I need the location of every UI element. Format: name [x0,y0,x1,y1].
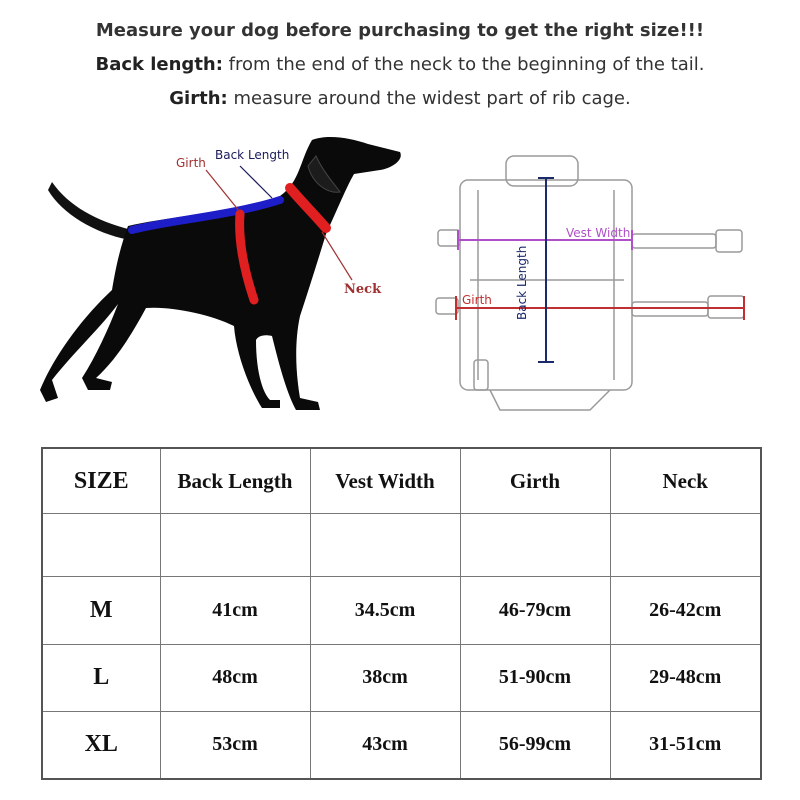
girth-definition: measure around the widest part of rib cage. [227,88,631,109]
measurement-illustration [0,130,800,430]
size-cell: XL [42,711,160,779]
table-row-empty [42,514,761,577]
dog-neck-label: Neck [344,282,382,297]
back-length-leader [240,166,272,198]
dog-girth-label: Girth [176,156,206,170]
header-size: SIZE [42,448,160,514]
girth-cell: 56-99cm [460,711,610,779]
dog-back-length-label: Back Length [215,148,290,162]
size-cell: L [42,644,160,711]
vest-girth-label: Girth [462,293,492,307]
vest-drawing [436,156,744,410]
header-back-length: Back Length [160,448,310,514]
girth-cell: 46-79cm [460,577,610,644]
neck-cell: 31-51cm [610,711,761,779]
girth-leader [206,170,240,212]
vest-width-cell: 43cm [310,711,460,779]
table-cell-empty [460,514,610,577]
back-length-cell: 41cm [160,577,310,644]
girth-cell: 51-90cm [460,644,610,711]
size-cell: M [42,577,160,644]
instructions-header [0,14,800,116]
vest-back-length-label: Back Length [515,245,529,320]
table-row [42,644,761,711]
size-chart-table [41,447,762,780]
table-cell-empty [160,514,310,577]
back-length-term: Back length: [95,54,223,75]
back-length-definition: from the end of the neck to the beginning of the tail. [222,54,705,75]
header-vest-width: Vest Width [310,448,460,514]
header-neck: Neck [610,448,761,514]
table-row [42,577,761,644]
back-length-cell: 53cm [160,711,310,779]
table-header-row [42,448,761,514]
table-cell-empty [42,514,160,577]
vest-width-cell: 34.5cm [310,577,460,644]
dog-silhouette [40,137,401,410]
instruction-girth [0,82,800,116]
neck-cell: 29-48cm [610,644,761,711]
table-cell-empty [310,514,460,577]
girth-term: Girth: [169,88,228,109]
vest-width-label: Vest Width [566,226,631,240]
neck-cell: 26-42cm [610,577,761,644]
vest-back-length-line [538,178,554,362]
back-length-cell: 48cm [160,644,310,711]
header-girth: Girth [460,448,610,514]
table-row [42,711,761,779]
vest-width-cell: 38cm [310,644,460,711]
table-cell-empty [610,514,761,577]
instruction-back-length [0,48,800,82]
instruction-title: Measure your dog before purchasing to get the right size!!! [95,20,705,41]
neck-leader [322,232,352,280]
illustration-svg [0,130,800,430]
